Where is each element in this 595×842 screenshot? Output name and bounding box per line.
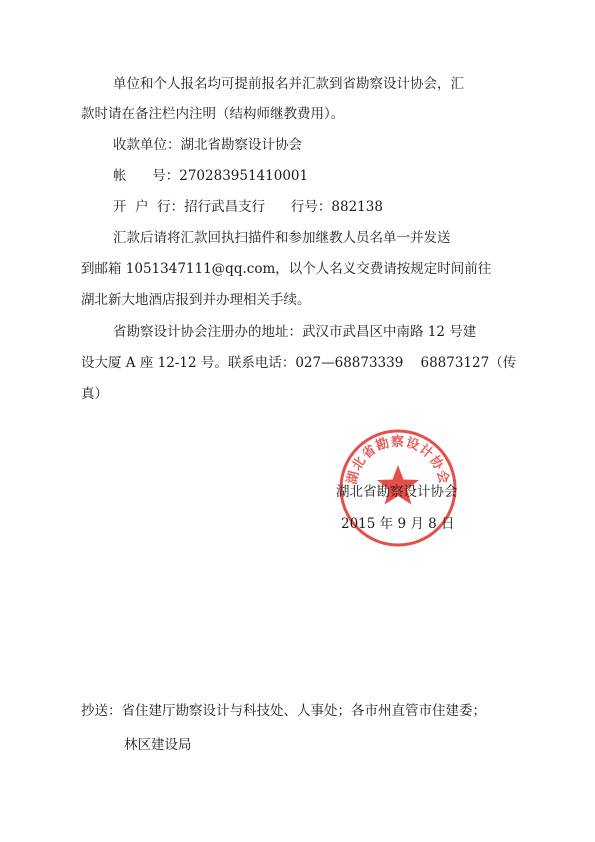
paragraph-1-line-2: 款时请在备注栏内注明（结构师继教费用）。 [81, 106, 345, 122]
seal-arc-text: 湖北省勘察设计协会 [344, 434, 452, 486]
paragraph-2-line-1: 汇款后请将汇款回执扫描件和参加继教人员名单一并发送 [113, 230, 451, 246]
account-line: 帐 号：270283951410001 [113, 168, 309, 184]
paragraph-3-line-1: 省勘察设计协会注册办的地址：武汉市武昌区中南路 12 号建 [113, 324, 477, 340]
signature-date: 2015 年 9 月 8 日 [341, 516, 455, 532]
payee-line: 收款单位：湖北省勘察设计协会 [113, 137, 302, 153]
paragraph-3-line-2: 设大厦 A 座 12-12 号。联系电话：027—68873339 68873127（传 [81, 355, 517, 371]
cc-line-1: 抄送：省住建厅勘察设计与科技处、人事处；各市州直管市住建委； [81, 703, 486, 719]
paragraph-2-line-3: 湖北新大地酒店报到并办理相关手续。 [81, 292, 311, 308]
cc-line-2: 林区建设局 [124, 737, 192, 753]
bank-line: 开 户 行：招行武昌支行 行号：882138 [113, 199, 383, 215]
signature-org: 湖北省勘察设计协会 [336, 484, 458, 500]
paragraph-1-line-1: 单位和个人报名均可提前报名并汇款到省勘察设计协会，汇 [113, 76, 464, 92]
paragraph-2-line-2: 到邮箱 1051347111@qq.com，以个人名义交费请按规定时间前往 [81, 261, 492, 277]
paragraph-3-line-3: 真） [81, 386, 108, 402]
